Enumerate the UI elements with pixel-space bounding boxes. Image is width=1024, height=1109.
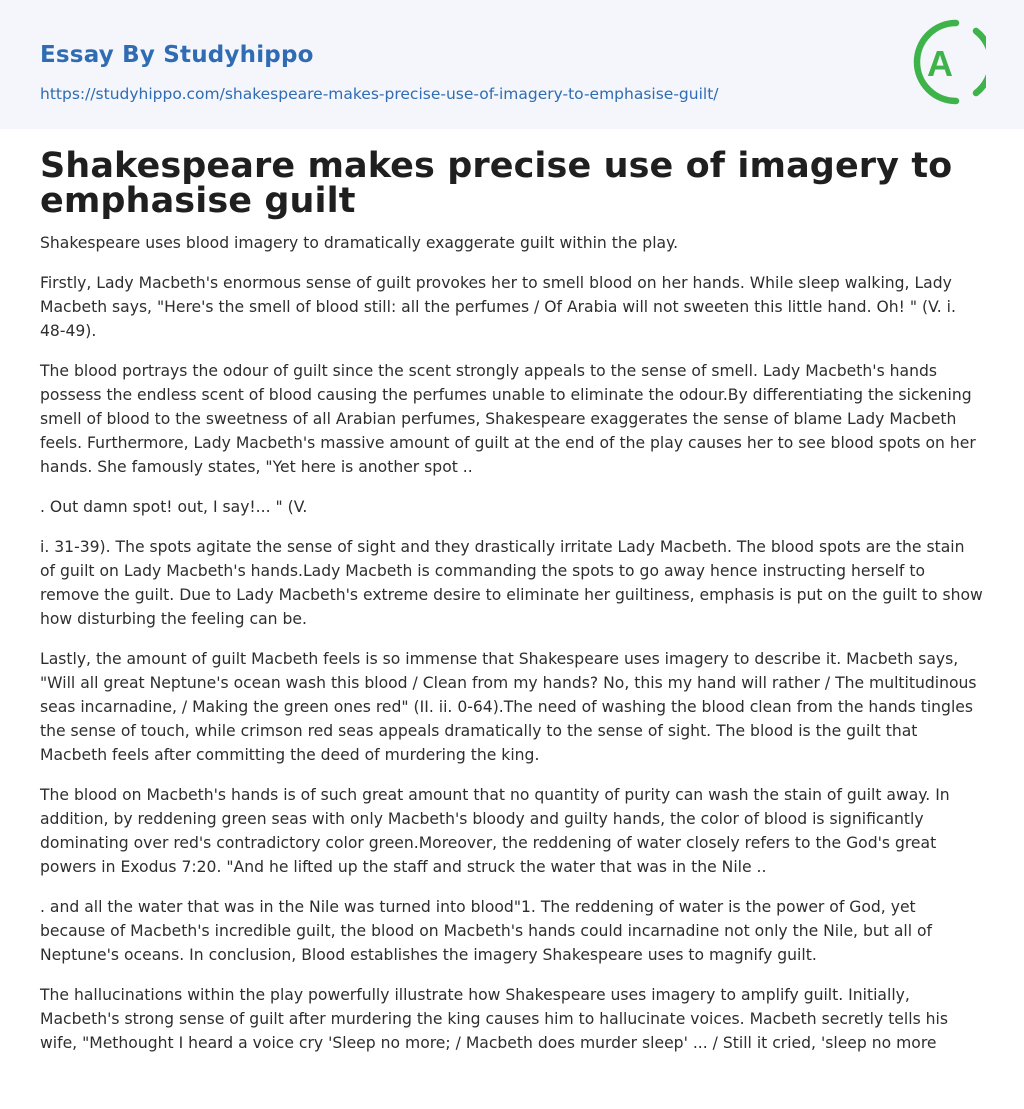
paragraph: The blood on Macbeth's hands is of such great amount that no quantity of purity can wash the stain of guilt away. In addition, by reddening green seas with only Macbeth's bloody and guilty hands, the color of blood is significantly dominating over red's contradictory color green.Moreover, the reddening of water closely refers to the God's great powers in Exodus 7:20. "And he lifted up the staff and struck the water that was in the Nile .. (40, 786, 950, 876)
paragraph: Firstly, Lady Macbeth's enormous sense of guilt provokes her to smell blood on her hands. While sleep walking, Lady Macbeth says, "Here's the smell of blood still: all the perfumes / Of Arabia will not sweeten this little hand. Oh! " (V. i. 48-49). (40, 274, 956, 340)
paragraph: . and all the water that was in the Nile was turned into blood"1. The reddening of water is the power of God, yet because of Macbeth's incredible guilt, the blood on Macbeth's hands could incarnadine not only the Nile, but all of Neptune's oceans. In conclusion, Blood establishes the imagery Shakespeare uses to magnify guilt. (40, 898, 933, 964)
site-title[interactable]: Essay By Studyhippo (40, 42, 314, 68)
article-content (0, 129, 1024, 1055)
article-url-link[interactable]: https://studyhippo.com/shakespeare-makes-precise-use-of-imagery-to-emphasise-guilt/ (40, 85, 719, 103)
paragraph: The blood portrays the odour of guilt since the scent strongly appeals to the sense of smell. Lady Macbeth's hands possess the endless scent of blood causing the perfumes unable to eliminate the odour.By differentiating the sickening smell of blood to the sweetness of all Arabian perfumes, Shakespeare exaggerates the sense of blame Lady Macbeth feels. Furthermore, Lady Macbeth's massive amount of guilt at the end of the play causes her to see blood spots on her hands. She famously states, "Yet here is another spot .. (40, 362, 976, 476)
paragraph: . Out damn spot! out, I say!... " (V. (40, 498, 308, 516)
logo-letter: A (927, 43, 953, 84)
page-title: Shakespeare makes precise use of imagery to emphasise guilt (40, 146, 953, 221)
studyhippo-logo-icon[interactable] (912, 19, 986, 105)
paragraph: Lastly, the amount of guilt Macbeth feels is so immense that Shakespeare uses imagery to describe it. Macbeth says, "Will all great Neptune's ocean wash this blood / Clean from my hands? No, this my hand will rather / The multitudinous seas incarnadine, / Making the green ones red" (II. ii. 0-64).The need of washing the blood clean from the hands tingles the sense of touch, while crimson red seas appeals dramatically to the sense of sight. The blood is the guilt that Macbeth feels after committing the deed of murdering the king. (40, 650, 977, 764)
site-header (0, 0, 1024, 129)
paragraph: i. 31-39). The spots agitate the sense of sight and they drastically irritate Lady Macbeth. The blood spots are the stain of guilt on Lady Macbeth's hands.Lady Macbeth is commanding the spots to go away hence instructing herself to remove the guilt. Due to Lady Macbeth's extreme desire to eliminate her guiltiness, emphasis is put on the guilt to show how disturbing the feeling can be. (40, 538, 983, 628)
paragraph: Shakespeare uses blood imagery to dramatically exaggerate guilt within the play. (40, 234, 679, 252)
paragraph: The hallucinations within the play powerfully illustrate how Shakespeare uses imagery to amplify guilt. Initially, Macbeth's strong sense of guilt after murdering the king causes him to hallucinate voices. Macbeth secretly tells his wife, "Methought I heard a voice cry 'Sleep no more; / Macbeth does murder sleep' ... / Still it cried, 'sleep no more (40, 986, 948, 1052)
